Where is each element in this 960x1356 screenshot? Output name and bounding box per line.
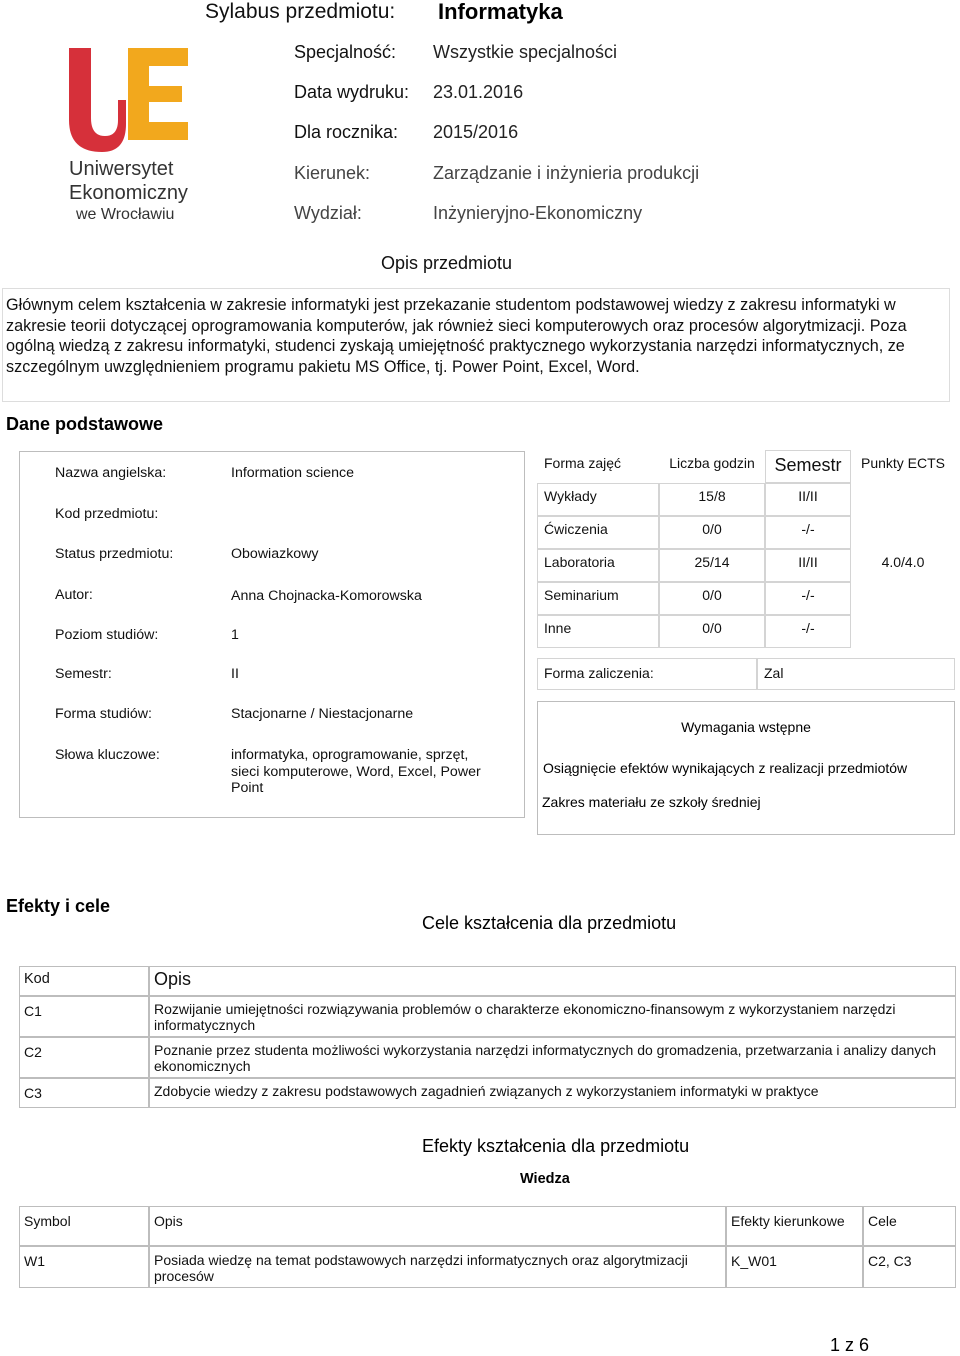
level-label: Poziom studiów: xyxy=(55,627,159,643)
syllabus-label: Sylabus przedmiotu: xyxy=(205,0,396,23)
hours-row-semester: II/II xyxy=(765,483,851,516)
author-label: Autor: xyxy=(55,587,93,603)
page-number: 1 z 6 xyxy=(830,1335,870,1355)
goals-title: Cele kształcenia dla przedmiotu xyxy=(422,913,677,933)
outcomes-header-goals: Cele xyxy=(863,1206,956,1246)
goal-desc: Poznanie przez studenta możliwości wykorzystania narzędzi informatycznych do gromadzenia, przetwarzania i analizy danych ekonomicznych xyxy=(149,1037,956,1078)
hours-header-ects: Punkty ECTS xyxy=(860,455,946,471)
outcomes-title: Efekty kształcenia dla przedmiotu xyxy=(422,1136,690,1156)
hours-header-hours: Liczba godzin xyxy=(669,455,755,471)
goal-code: C3 xyxy=(19,1078,149,1108)
logo-line1: Uniwersytet xyxy=(69,158,174,180)
hours-header-form: Forma zajęć xyxy=(544,455,622,471)
prerequisite-item: Osiągnięcie efektów wynikających z realizacji przedmiotów xyxy=(543,760,908,776)
hours-row-hours: 15/8 xyxy=(659,483,765,516)
logo-line3: we Wrocławiu xyxy=(76,206,175,223)
outcomes-header-desc: Opis xyxy=(149,1206,726,1246)
semester-value: II xyxy=(231,666,239,682)
prerequisite-item: Zakres materiału ze szkoły średniej xyxy=(542,794,761,810)
hours-row-semester: -/- xyxy=(765,582,851,615)
hours-row-semester: -/- xyxy=(765,615,851,648)
hours-row-form: Ćwiczenia xyxy=(537,516,659,549)
hours-row-hours: 0/0 xyxy=(659,582,765,615)
hours-row-hours: 25/14 xyxy=(659,549,765,582)
author-value: Anna Chojnacka-Komorowska xyxy=(231,588,422,604)
print-date-value: 23.01.2016 xyxy=(433,82,524,102)
hours-row-form: Inne xyxy=(537,615,659,648)
status-label: Status przedmiotu: xyxy=(55,546,174,562)
semester-label: Semestr: xyxy=(55,666,112,682)
hours-row-hours: 0/0 xyxy=(659,516,765,549)
faculty-label: Wydział: xyxy=(294,203,362,223)
goal-desc: Zdobycie wiedzy z zakresu podstawowych zagadnień związanych z wykorzystaniem informatyki w praktyce xyxy=(149,1078,956,1108)
study-form-value: Stacjonarne / Niestacjonarne xyxy=(231,706,414,722)
specialty-label: Specjalność: xyxy=(294,42,397,62)
code-label: Kod przedmiotu: xyxy=(55,506,159,522)
goal-code: C2 xyxy=(19,1037,149,1078)
outcome-symbol: W1 xyxy=(19,1246,149,1288)
goals-header-code: Kod xyxy=(19,966,149,996)
study-form-label: Forma studiów: xyxy=(55,706,152,722)
description-text: Głównym celem kształcenia w zakresie informatyki jest przekazanie studentom podstawowej wiedzy z zakresu informatyki w zakresie teorii dotyczącej oprogramowania komputerów, jak również sieci komputerowych oraz procesów algorytmizacji. Poza ogólną wiedzą z zakresu informatyki, studenci zyskają umiejętność praktycznego wykorzystania narzędzi informatycznych, ze szczególnym uwzględnieniem programu pakietu MS Office, tj. Power Point, Excel, Word. xyxy=(6,296,907,376)
ects-value: 4.0/4.0 xyxy=(881,554,925,570)
logo-line2: Ekonomiczny xyxy=(69,182,188,204)
keywords-label: Słowa kluczowe: xyxy=(55,747,160,763)
english-name-label: Nazwa angielska: xyxy=(55,465,167,481)
keywords-value: informatyka, oprogramowanie, sprzęt, sieci komputerowe, Word, Excel, Power Point xyxy=(231,747,481,796)
hours-row-form: Seminarium xyxy=(537,582,659,615)
outcome-direction: K_W01 xyxy=(726,1246,863,1288)
ue-logo-mark xyxy=(60,40,200,160)
university-logo xyxy=(60,40,200,230)
hours-row-semester: -/- xyxy=(765,516,851,549)
goals-header-desc: Opis xyxy=(149,966,956,996)
assessment-label: Forma zaliczenia: xyxy=(537,658,757,690)
description-title: Opis przedmiotu xyxy=(381,253,513,273)
status-value: Obowiazkowy xyxy=(231,546,319,562)
direction-value: Zarządzanie i inżynieria produkcji xyxy=(433,163,700,183)
effects-title: Efekty i cele xyxy=(6,896,111,916)
knowledge-title: Wiedza xyxy=(520,1171,570,1187)
goal-desc: Rozwijanie umiejętności rozwiązywania problemów o charakterze ekonomiczno-finansowym z wykorzystaniem narzędzi informatycznych xyxy=(149,996,956,1037)
basic-data-title: Dane podstawowe xyxy=(6,414,164,434)
hours-row-form: Laboratoria xyxy=(537,549,659,582)
direction-label: Kierunek: xyxy=(294,163,371,183)
year-label: Dla rocznika: xyxy=(294,122,399,142)
hours-row-hours: 0/0 xyxy=(659,615,765,648)
year-value: 2015/2016 xyxy=(433,122,519,142)
assessment-value: Zal xyxy=(757,658,955,690)
outcomes-header-direction: Efekty kierunkowe xyxy=(726,1206,863,1246)
level-value: 1 xyxy=(231,627,239,643)
hours-row-semester: II/II xyxy=(765,549,851,582)
hours-header-semester: Semestr xyxy=(765,450,851,483)
specialty-value: Wszystkie specjalności xyxy=(433,42,618,62)
print-date-label: Data wydruku: xyxy=(294,82,410,102)
outcome-goals: C2, C3 xyxy=(863,1246,956,1288)
outcomes-header-symbol: Symbol xyxy=(19,1206,149,1246)
prerequisites-title: Wymagania wstępne xyxy=(681,719,811,735)
outcome-desc: Posiada wiedzę na temat podstawowych narzędzi informatycznych oraz algorytmizacji procesów xyxy=(149,1246,726,1288)
subject-title: Informatyka xyxy=(438,0,563,24)
goal-code: C1 xyxy=(19,996,149,1037)
hours-row-form: Wykłady xyxy=(537,483,659,516)
faculty-value: Inżynieryjno-Ekonomiczny xyxy=(433,203,643,223)
english-name-value: Information science xyxy=(231,465,355,481)
